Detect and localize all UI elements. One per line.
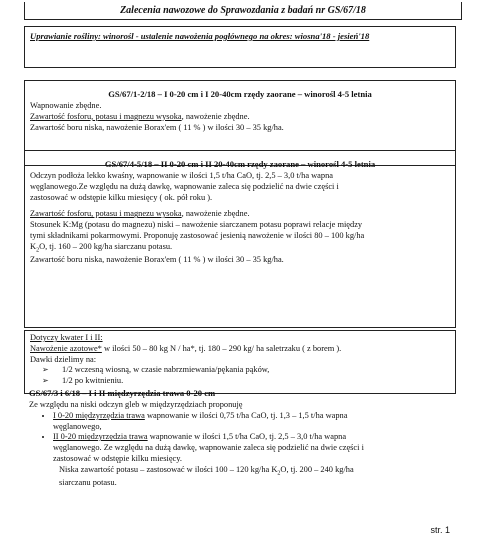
text-line: Dawki dzielimy na: <box>30 354 97 364</box>
page-number: str. 1 <box>430 525 450 536</box>
text-line: siarczanu potasu. <box>59 477 117 487</box>
text-line: Zawartość fosforu, potasu i magnezu wysoka, nawożenie zbędne. <box>30 111 250 121</box>
page-title: Zalecenia nawozowe do Sprawozdania z badań nr GS/67/18 <box>24 2 462 20</box>
text-line: Wapnowanie zbędne. <box>30 101 102 110</box>
crops-text: Uprawianie rośliny: winorośl - ustalenie nawożenia pogłównego na okres: wiosna'18 - jesień'18 <box>30 31 370 41</box>
list-item: • II 0-20 międzyrzędzia trawa wapnowanie w ilości 1,5 t/ha CaO, tj. 2,5 – 3,0 t/ha wapna węglanowego. Ze względu na dużą dawkę, wapnowanie zaleca się podzielić na dwie części i zastosować w odstępie kilku miesięcy. <box>53 432 451 464</box>
text-line: węglanowego.Ze względu na dużą dawkę, wapnowanie zaleca się podzielić na dwie części i <box>30 181 339 191</box>
text-line: Nawożenie azotowe* w ilości 50 – 80 kg N / ha*, tj. 180 – 290 kg/ ha saletrzaku ( z borem ). <box>30 343 342 353</box>
list-item: ➢ 1/2 wczesną wiosną, w czasie nabrzmiewania/pękania pąków, <box>42 365 270 375</box>
text-line: zastosować w odstępie kilku miesięcy ( ok. pół roku ). <box>30 192 213 202</box>
text-line: Stosunek K:Mg (potasu do magnezu) niski – nawożenie siarczanem potasu poprawi relacje między <box>30 220 363 229</box>
text-line: Zawartość boru niska, nawożenie Borax'em ( 11 % ) w ilości 30 – 35 kg/ha. <box>30 122 284 132</box>
crops-box <box>24 26 456 68</box>
list-item: ➢ 1/2 po kwitnieniu. <box>42 376 124 385</box>
section-header: GS/67/1-2/18 – I 0-20 cm i I 20-40cm rzędy zaorane – winorośl 4-5 letnia <box>108 89 372 99</box>
section-header: GS/67/4-5/18 – II 0-20 cm i II 20-40cm rzędy zaorane – winorośl 4-5 letnia <box>104 159 376 169</box>
text-line: Niska zawartość potasu – zastosować w ilości 100 – 120 kg/ha $K_2O$, tj. 200 – 240 kg/ha <box>59 464 354 477</box>
list-item: • I 0-20 międzyrzędzia trawa wapnowanie w ilości 0,75 t/ha CaO, tj. 1,3 – 1,5 t/ha wapna węglanowego, <box>53 411 451 433</box>
arrow-bullet-icon: ➢ <box>42 376 49 385</box>
text-line: $K_2O$, tj. 160 – 200 kg/ha siarczanu potasu. <box>30 241 173 254</box>
section-header: Dotyczy kwater I i II: <box>30 333 103 342</box>
text-line: Zawartość fosforu, potasu i magnezu wysoka, nawożenie zbędne. <box>30 209 250 219</box>
arrow-bullet-icon: ➢ <box>42 365 49 375</box>
liming-list <box>29 411 451 465</box>
section-header: GS/67/3 i 6/18 – I i II międzyrzędzia trawa 0-20 cm <box>29 388 216 398</box>
text-line: Zawartość boru niska, nawożenie Borax'em ( 11 % ) w ilości 30 – 35 kg/ha. <box>30 254 284 264</box>
text-line: Ze względu na niski odczyn gleb w międzyrzędziach proponuję <box>29 400 243 409</box>
section-gs-4-5 <box>24 150 456 328</box>
text-line: Odczyn podłoża lekko kwaśny, wapnowanie w ilości 1,5 t/ha CaO, tj. 2,5 – 3,0 t/ha wapna <box>30 171 333 180</box>
section-gs-3-6 <box>24 380 456 532</box>
text-line: tymi składnikami pokarmowymi. Proponuję zastosować jesienią nawożenie w ilości 80 – 100 kg/ha <box>30 230 365 240</box>
